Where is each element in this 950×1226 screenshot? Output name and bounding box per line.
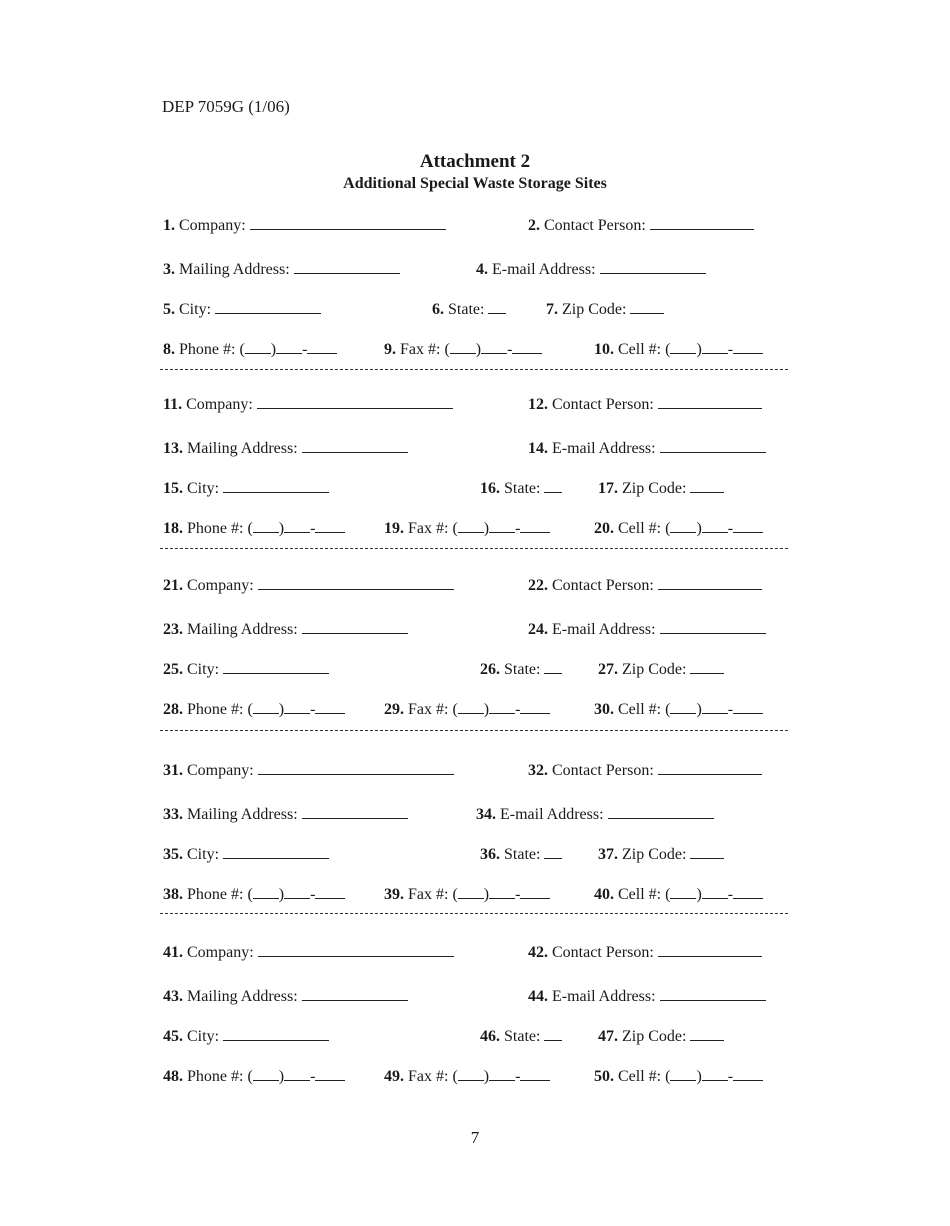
punctuation: ) [278, 886, 285, 903]
zip-code-blank[interactable] [690, 1025, 724, 1041]
punctuation: - [727, 520, 734, 537]
field-number: 29. [384, 701, 404, 718]
mailing-address-blank[interactable] [302, 803, 408, 819]
state-blank[interactable] [488, 298, 506, 314]
phone-area-code-blank[interactable] [253, 883, 279, 899]
section-divider [160, 730, 788, 731]
field-number: 13. [163, 440, 183, 457]
field-number: 6. [432, 301, 444, 318]
company-field [163, 393, 453, 415]
city-blank[interactable] [223, 843, 329, 859]
cell-exchange-blank[interactable] [702, 1065, 728, 1081]
city-field [163, 843, 329, 865]
fax-area-code-blank[interactable] [450, 338, 476, 354]
field-label: Fax #: [408, 701, 449, 718]
phone-area-code-blank[interactable] [253, 698, 279, 714]
fax-exchange-blank[interactable] [489, 1065, 515, 1081]
punctuation: ( [452, 520, 458, 537]
field-label: Zip Code: [622, 661, 687, 678]
field-number: 24. [528, 621, 548, 638]
email-address-blank[interactable] [600, 258, 706, 274]
field-number: 18. [163, 520, 183, 537]
section-divider [160, 548, 788, 549]
mailing-address-blank[interactable] [294, 258, 400, 274]
mailing-address-blank[interactable] [302, 437, 408, 453]
field-number: 48. [163, 1068, 183, 1085]
city-field [163, 477, 329, 499]
punctuation: ( [665, 886, 671, 903]
field-label: State: [504, 1028, 541, 1045]
punctuation: ( [247, 520, 253, 537]
field-label: E-mail Address: [492, 261, 596, 278]
field-label: Fax #: [408, 520, 449, 537]
punctuation: ( [239, 341, 245, 358]
field-number: 34. [476, 806, 496, 823]
punctuation: ) [475, 341, 482, 358]
punctuation: ( [444, 341, 450, 358]
punctuation: ( [665, 1068, 671, 1085]
field-label: Cell #: [618, 886, 662, 903]
mailing-address-field [163, 803, 408, 825]
punctuation: - [310, 1068, 316, 1085]
city-field [163, 1025, 329, 1047]
field-number: 9. [384, 341, 396, 358]
punctuation: - [515, 1068, 521, 1085]
phone-exchange-blank[interactable] [284, 883, 310, 899]
contact-person-field [528, 759, 762, 781]
cell-line-blank[interactable] [733, 338, 763, 354]
field-label: Phone #: [187, 1068, 244, 1085]
punctuation: ( [247, 886, 253, 903]
field-label: Mailing Address: [187, 988, 298, 1005]
state-blank[interactable] [544, 843, 562, 859]
punctuation: ) [483, 701, 490, 718]
contact-person-field [528, 393, 762, 415]
fax-area-code-blank[interactable] [458, 883, 484, 899]
mailing-address-field [163, 258, 400, 280]
phone-exchange-blank[interactable] [276, 338, 302, 354]
punctuation: ( [452, 701, 458, 718]
mailing-address-blank[interactable] [302, 618, 408, 634]
punctuation: - [515, 886, 521, 903]
fax-line-blank[interactable] [520, 883, 550, 899]
field-number: 35. [163, 846, 183, 863]
punctuation: ) [270, 341, 277, 358]
zip-code-field [546, 298, 664, 320]
punctuation: - [727, 341, 734, 358]
punctuation: ) [483, 886, 490, 903]
field-number: 11. [163, 396, 183, 413]
fax-exchange-blank[interactable] [489, 698, 515, 714]
company-field [163, 759, 454, 781]
cell-area-code-blank[interactable] [670, 698, 696, 714]
field-label: Zip Code: [622, 846, 687, 863]
email-address-blank[interactable] [660, 618, 766, 634]
contact-person-blank[interactable] [658, 941, 762, 957]
fax-field [384, 517, 550, 539]
field-number: 28. [163, 701, 183, 718]
field-number: 21. [163, 577, 183, 594]
field-number: 10. [594, 341, 614, 358]
field-number: 17. [598, 480, 618, 497]
field-number: 41. [163, 944, 183, 961]
cell-exchange-blank[interactable] [702, 338, 728, 354]
page-subtitle: Additional Special Waste Storage Sites [343, 175, 607, 192]
city-field [163, 658, 329, 680]
field-number: 33. [163, 806, 183, 823]
field-number: 7. [546, 301, 558, 318]
phone-field [163, 1065, 345, 1087]
punctuation: ) [278, 701, 285, 718]
state-blank[interactable] [544, 658, 562, 674]
punctuation: ( [452, 1068, 458, 1085]
field-label: Phone #: [179, 341, 236, 358]
state-field [480, 477, 562, 499]
punctuation: - [302, 341, 308, 358]
fax-field [384, 883, 550, 905]
field-label: E-mail Address: [500, 806, 604, 823]
field-label: Zip Code: [622, 480, 687, 497]
field-label: Phone #: [187, 520, 244, 537]
email-address-field [528, 437, 766, 459]
fax-field [384, 1065, 550, 1087]
section-divider [160, 369, 788, 370]
phone-area-code-blank[interactable] [253, 517, 279, 533]
field-number: 40. [594, 886, 614, 903]
fax-field [384, 338, 542, 360]
contact-person-field [528, 214, 754, 236]
cell-exchange-blank[interactable] [702, 698, 728, 714]
field-label: Cell #: [618, 701, 662, 718]
contact-person-blank[interactable] [658, 393, 762, 409]
field-label: State: [448, 301, 485, 318]
section-divider [160, 913, 788, 914]
field-number: 50. [594, 1068, 614, 1085]
cell-field [594, 1065, 763, 1087]
contact-person-blank[interactable] [658, 759, 762, 775]
field-number: 4. [476, 261, 488, 278]
cell-line-blank[interactable] [733, 1065, 763, 1081]
field-label: City: [179, 301, 212, 318]
zip-code-field [598, 477, 724, 499]
punctuation: ( [247, 1068, 253, 1085]
field-number: 25. [163, 661, 183, 678]
field-label: Cell #: [618, 341, 662, 358]
state-blank[interactable] [544, 1025, 562, 1041]
punctuation: - [310, 886, 316, 903]
field-number: 15. [163, 480, 183, 497]
field-number: 30. [594, 701, 614, 718]
fax-area-code-blank[interactable] [458, 517, 484, 533]
fax-area-code-blank[interactable] [458, 1065, 484, 1081]
field-number: 19. [384, 520, 404, 537]
punctuation: ( [665, 341, 671, 358]
field-label: Company: [187, 762, 254, 779]
punctuation: - [727, 886, 734, 903]
punctuation: ( [452, 886, 458, 903]
email-address-field [476, 258, 706, 280]
fax-line-blank[interactable] [512, 338, 542, 354]
phone-line-blank[interactable] [307, 338, 337, 354]
field-label: Zip Code: [562, 301, 627, 318]
field-number: 23. [163, 621, 183, 638]
field-number: 1. [163, 217, 175, 234]
cell-line-blank[interactable] [733, 517, 763, 533]
phone-field [163, 338, 337, 360]
phone-area-code-blank[interactable] [253, 1065, 279, 1081]
punctuation: ) [278, 1068, 285, 1085]
city-field [163, 298, 321, 320]
fax-exchange-blank[interactable] [489, 517, 515, 533]
zip-code-blank[interactable] [690, 658, 724, 674]
state-blank[interactable] [544, 477, 562, 493]
field-label: Phone #: [187, 886, 244, 903]
punctuation: ) [696, 886, 702, 903]
field-label: Company: [186, 396, 253, 413]
city-blank[interactable] [223, 658, 329, 674]
field-label: Mailing Address: [179, 261, 290, 278]
cell-area-code-blank[interactable] [670, 1065, 696, 1081]
field-label: Contact Person: [552, 577, 654, 594]
page-number: 7 [470, 1128, 480, 1147]
field-number: 49. [384, 1068, 404, 1085]
fax-exchange-blank[interactable] [481, 338, 507, 354]
punctuation: - [515, 701, 521, 718]
fax-field [384, 698, 550, 720]
zip-code-blank[interactable] [690, 477, 724, 493]
fax-area-code-blank[interactable] [458, 698, 484, 714]
field-label: E-mail Address: [552, 988, 656, 1005]
state-field [480, 843, 562, 865]
state-field [480, 658, 562, 680]
field-label: Contact Person: [544, 217, 646, 234]
contact-person-field [528, 941, 762, 963]
cell-field [594, 338, 763, 360]
phone-area-code-blank[interactable] [245, 338, 271, 354]
field-label: Cell #: [618, 1068, 662, 1085]
company-blank[interactable] [258, 574, 454, 590]
field-label: City: [187, 846, 220, 863]
mailing-address-field [163, 437, 408, 459]
cell-exchange-blank[interactable] [702, 883, 728, 899]
field-number: 8. [163, 341, 175, 358]
punctuation: - [310, 701, 316, 718]
phone-line-blank[interactable] [315, 698, 345, 714]
contact-person-blank[interactable] [650, 214, 754, 230]
state-field [432, 298, 506, 320]
phone-field [163, 698, 345, 720]
cell-exchange-blank[interactable] [702, 517, 728, 533]
zip-code-field [598, 658, 724, 680]
field-label: City: [187, 480, 220, 497]
field-label: State: [504, 846, 541, 863]
email-address-field [528, 618, 766, 640]
company-field [163, 214, 446, 236]
contact-person-field [528, 574, 762, 596]
field-label: Fax #: [408, 886, 449, 903]
city-blank[interactable] [215, 298, 321, 314]
punctuation: ) [696, 341, 702, 358]
phone-field [163, 883, 345, 905]
cell-line-blank[interactable] [733, 698, 763, 714]
field-number: 31. [163, 762, 183, 779]
zip-code-blank[interactable] [630, 298, 664, 314]
fax-line-blank[interactable] [520, 1065, 550, 1081]
field-number: 20. [594, 520, 614, 537]
form-id: DEP 7059G (1/06) [162, 97, 290, 116]
state-field [480, 1025, 562, 1047]
field-number: 32. [528, 762, 548, 779]
field-number: 5. [163, 301, 175, 318]
field-label: Contact Person: [552, 396, 654, 413]
mailing-address-blank[interactable] [302, 985, 408, 1001]
fax-line-blank[interactable] [520, 698, 550, 714]
field-number: 12. [528, 396, 548, 413]
city-blank[interactable] [223, 1025, 329, 1041]
company-field [163, 941, 454, 963]
company-blank[interactable] [250, 214, 446, 230]
field-number: 44. [528, 988, 548, 1005]
punctuation: - [727, 701, 734, 718]
punctuation: ( [665, 701, 671, 718]
field-number: 3. [163, 261, 175, 278]
field-label: E-mail Address: [552, 621, 656, 638]
field-label: Zip Code: [622, 1028, 687, 1045]
phone-line-blank[interactable] [315, 1065, 345, 1081]
fax-line-blank[interactable] [520, 517, 550, 533]
field-label: Phone #: [187, 701, 244, 718]
cell-field [594, 883, 763, 905]
field-label: State: [504, 661, 541, 678]
field-number: 37. [598, 846, 618, 863]
field-label: Contact Person: [552, 944, 654, 961]
punctuation: - [515, 520, 521, 537]
phone-exchange-blank[interactable] [284, 517, 310, 533]
cell-line-blank[interactable] [733, 883, 763, 899]
field-label: Mailing Address: [187, 621, 298, 638]
contact-person-blank[interactable] [658, 574, 762, 590]
cell-area-code-blank[interactable] [670, 517, 696, 533]
phone-exchange-blank[interactable] [284, 698, 310, 714]
email-address-field [476, 803, 714, 825]
field-number: 43. [163, 988, 183, 1005]
field-label: Company: [179, 217, 246, 234]
field-number: 47. [598, 1028, 618, 1045]
cell-area-code-blank[interactable] [670, 883, 696, 899]
field-label: Mailing Address: [187, 806, 298, 823]
zip-code-field [598, 843, 724, 865]
company-field [163, 574, 454, 596]
page-title: Attachment 2 [419, 151, 531, 172]
cell-field [594, 698, 763, 720]
field-number: 16. [480, 480, 500, 497]
field-label: State: [504, 480, 541, 497]
field-label: Company: [187, 944, 254, 961]
phone-line-blank[interactable] [315, 517, 345, 533]
cell-area-code-blank[interactable] [670, 338, 696, 354]
phone-field [163, 517, 345, 539]
field-number: 22. [528, 577, 548, 594]
field-label: City: [187, 661, 220, 678]
city-blank[interactable] [223, 477, 329, 493]
phone-exchange-blank[interactable] [284, 1065, 310, 1081]
punctuation: ( [665, 520, 671, 537]
field-label: Mailing Address: [187, 440, 298, 457]
punctuation: - [727, 1068, 734, 1085]
field-number: 26. [480, 661, 500, 678]
punctuation: ) [696, 1068, 702, 1085]
punctuation: - [310, 520, 316, 537]
email-address-blank[interactable] [660, 985, 766, 1001]
punctuation: ) [696, 520, 702, 537]
cell-field [594, 517, 763, 539]
company-blank[interactable] [257, 393, 453, 409]
company-blank[interactable] [258, 759, 454, 775]
field-label: E-mail Address: [552, 440, 656, 457]
field-number: 38. [163, 886, 183, 903]
field-number: 14. [528, 440, 548, 457]
field-number: 42. [528, 944, 548, 961]
email-address-blank[interactable] [660, 437, 766, 453]
field-number: 39. [384, 886, 404, 903]
field-label: Cell #: [618, 520, 662, 537]
phone-line-blank[interactable] [315, 883, 345, 899]
field-label: Fax #: [400, 341, 441, 358]
punctuation: ( [247, 701, 253, 718]
field-number: 45. [163, 1028, 183, 1045]
field-number: 46. [480, 1028, 500, 1045]
field-label: Fax #: [408, 1068, 449, 1085]
field-number: 27. [598, 661, 618, 678]
punctuation: ) [483, 1068, 490, 1085]
company-blank[interactable] [258, 941, 454, 957]
mailing-address-field [163, 985, 408, 1007]
mailing-address-field [163, 618, 408, 640]
email-address-blank[interactable] [608, 803, 714, 819]
field-label: Contact Person: [552, 762, 654, 779]
punctuation: ) [278, 520, 285, 537]
zip-code-field [598, 1025, 724, 1047]
field-number: 2. [528, 217, 540, 234]
field-label: City: [187, 1028, 220, 1045]
field-number: 36. [480, 846, 500, 863]
punctuation: ) [483, 520, 490, 537]
field-label: Company: [187, 577, 254, 594]
punctuation: ) [696, 701, 702, 718]
fax-exchange-blank[interactable] [489, 883, 515, 899]
zip-code-blank[interactable] [690, 843, 724, 859]
punctuation: - [507, 341, 513, 358]
email-address-field [528, 985, 766, 1007]
